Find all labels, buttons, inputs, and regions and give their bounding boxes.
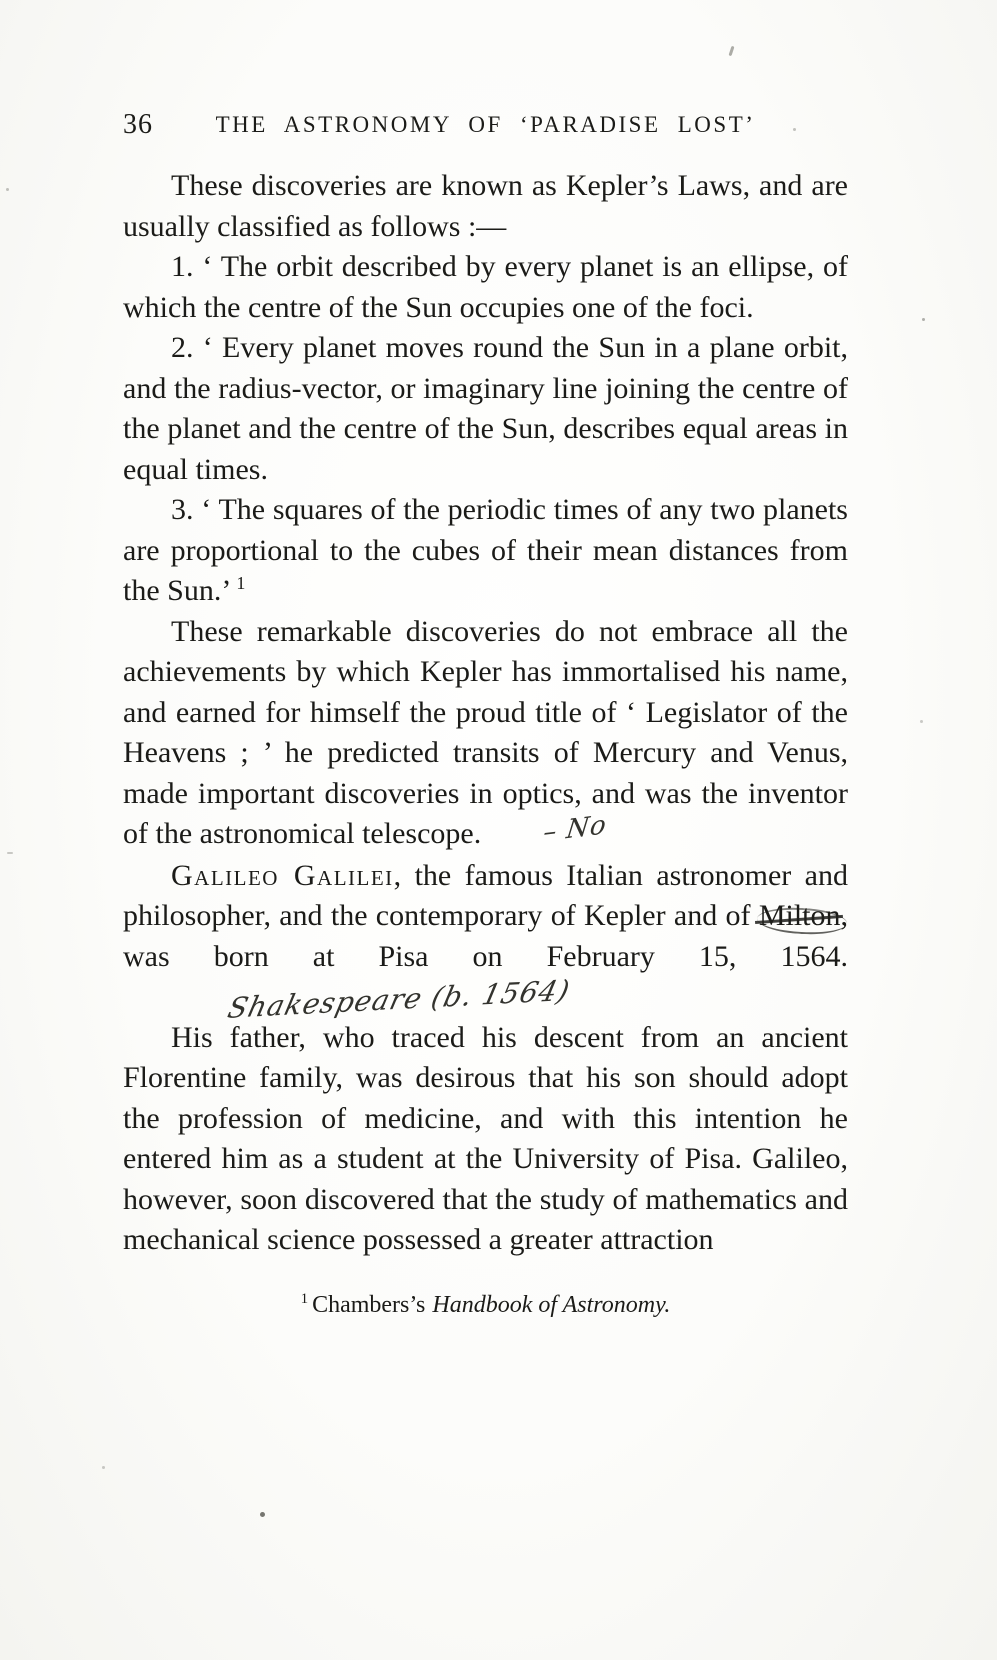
paragraph-law-3 [123,490,848,612]
paragraph-law-1: 1. ‘ The orbit described by every planet is an ellipse, of which the centre of the Sun occupies one of the foci. [123,250,848,324]
scan-speck [729,46,735,56]
smallcaps-galileo-galilei: Galileo Galilei [171,858,394,892]
paragraph-kepler-achievements [123,612,848,856]
paragraph-law-3-text: 3. ‘ The squares of the periodic times of any two planets are proportional to the cubes of their mean distances from the Sun.’ [123,493,848,607]
scan-speck [102,1466,105,1469]
scan-speck [260,1512,265,1517]
footnote-book-title: Handbook of Astronomy. [432,1291,671,1318]
paragraph-law-2: 2. ‘ Every planet moves round the Sun in a plane orbit, and the radius-vector, or imaginary line joining the centre of the planet and the centre of the Sun, describes equal areas in equal times. [123,331,848,486]
body-text [123,166,848,1325]
paragraph-intro: These discoveries are known as Kepler’s Laws, and are usually classified as follows :— [123,169,848,243]
footnote-marker: 1 [236,573,246,593]
footnote-marker-bottom: 1 [300,1290,309,1307]
paragraph-kepler-achievements-text: These remarkable discoveries do not embrace all the achievements by which Kepler has immortalised his name, and earned for himself the proud title of ‘ Legislator of the Heavens ; ’ he predicted transits of Mercury and Venus, made important discoveries in optics, and was the inventor of the astronomical telescope. [123,614,848,850]
scan-speck [922,318,925,321]
scan-speck [7,852,13,854]
scribbled-word-milton: Milton [758,899,841,932]
footnote-source: Chambers’s [312,1291,426,1318]
paragraph-galileo-intro [123,856,848,1025]
handwritten-annotation-no: – No [541,809,609,849]
scan-speck [793,128,796,131]
scan-speck [6,188,9,191]
running-head [123,108,848,142]
running-title: THE ASTRONOMY OF ‘PARADISE LOST’ [215,112,756,137]
paragraph-galileo-father: His father, who traced his descent from an ancient Florentine family, was desirous that his son should adopt the profession of medicine, and with this intention he entered him as a student at the University of Pisa. Galileo, however, soon discovered that the study of mathematics and mechanical science possessed a greater attraction [123,1020,848,1256]
paragraph-galileo-text-b: , was born at Pisa on February 15, 1564. [123,899,848,973]
handwritten-annotation-shakespeare: Shakespeare (b. 1564) [224,973,574,1025]
footnote [123,1279,848,1326]
page-number: 36 [123,109,153,140]
scan-speck [920,720,923,723]
paragraph-galileo-text-a: , the famous Italian astronomer and philosopher, and the contemporary of Kepler and of [123,858,848,932]
